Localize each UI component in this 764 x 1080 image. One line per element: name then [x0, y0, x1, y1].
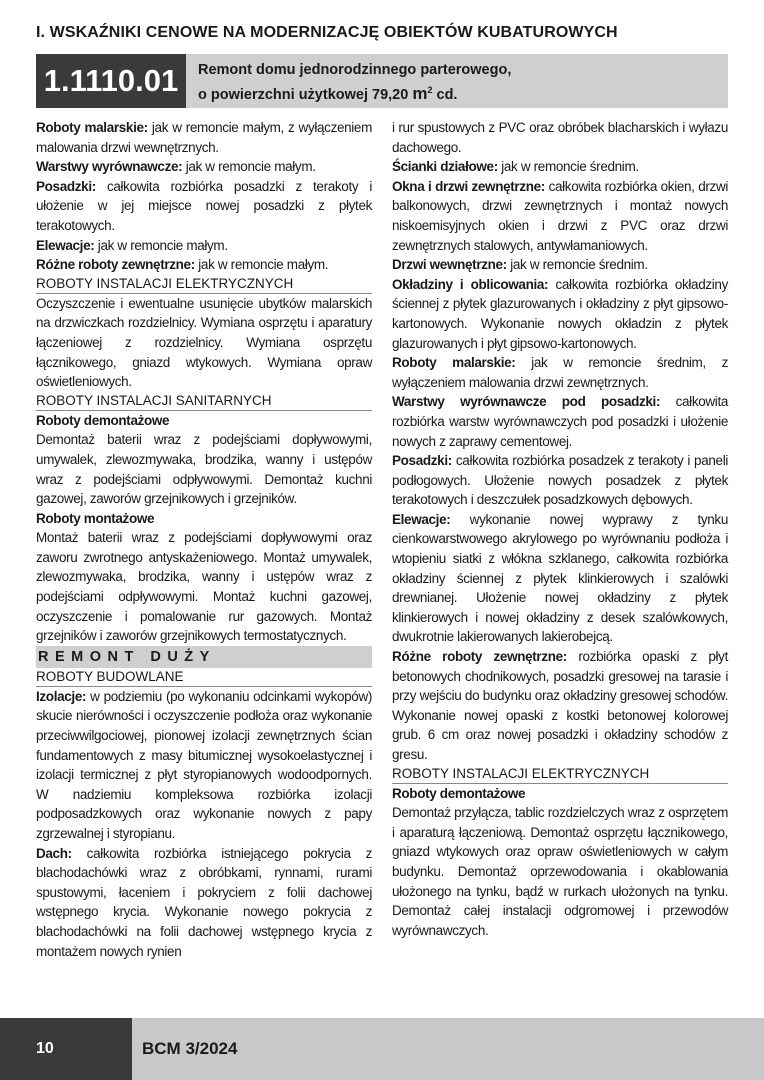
subsection-heading: ROBOTY INSTALACJI ELEKTRYCZNYCH: [392, 765, 728, 784]
cost-item-header: [36, 54, 728, 108]
item-title-line1: Remont domu jednorodzinnego parterowego,: [198, 62, 512, 78]
paragraph: Różne roboty zewnętrzne: rozbiórka opaski z płyt betonowych chodnikowych, posadzki gresowej na tarasie i przy wejściu do budynku oraz okładziny gresowej schodów. Wykonanie nowej opaski z kostki betonowej kolorowej grub. 6 cm oraz nowej posadzki i okładziny schodów z gresu.: [392, 649, 728, 762]
section-banner: REMONT DUŻY: [36, 646, 372, 668]
paragraph: Roboty malarskie: jak w remoncie średnim, z wyłączeniem malowania drzwi zewnętrznych.: [392, 355, 729, 390]
section-title: I. WSKAŹNIKI CENOWE NA MODERNIZACJĘ OBIEKTÓW KUBATUROWYCH: [36, 24, 618, 41]
journal-issue: BCM 3/2024: [142, 1039, 238, 1058]
paragraph: Drzwi wewnętrzne: jak w remoncie średnim.: [392, 257, 648, 273]
subtitle: Roboty montażowe: [36, 510, 155, 526]
paragraph: Różne roboty zewnętrzne: jak w remoncie małym.: [36, 257, 329, 273]
paragraph: Dach: całkowita rozbiórka istniejącego pokrycia z blachodachówki wraz z obróbkami, rynnami, rurami spustowymi, łaceniem i pokryciem z folii dachowej wstępnego krycia. Wykonanie nowego pokrycia z blachodachówki na folii dachowej wstępnego krycia z montażem nowych rynien: [36, 845, 372, 959]
paragraph: Posadzki: całkowita rozbiórka posadzek z terakoty i paneli podłogowych. Ułożenie nowych posadzek z płytek terakotowych i deszczułek posadzkowych dębowych.: [392, 453, 728, 508]
right-column: [392, 118, 728, 940]
footer-page-box: [0, 1018, 132, 1080]
subtitle: Roboty demontażowe: [392, 785, 526, 801]
item-code: 1.1110.01: [36, 54, 186, 108]
subsection-heading: ROBOTY BUDOWLANE: [36, 668, 372, 687]
paragraph: Demontaż przyłącza, tablic rozdzielczych wraz z osprzętem i aparaturą łączeniową. Demontaż osprzętu łącznikowego, gniazd wtykowych oraz opraw oświetleniowych w całym budynku. Demontaż oprzewodowania i okablowania ułożonego na tynku, bądź w rurkach ułożonych na tynku. Demontaż całej instalacji odgromowej i przewodów wyrównawczych.: [392, 805, 728, 938]
paragraph: Roboty malarskie: jak w remoncie małym, z wyłączeniem malowania drzwi wewnętrznych.: [36, 120, 372, 155]
paragraph: Okna i drzwi zewnętrzne: całkowita rozbiórka okien, drzwi balkonowych, drzwi zewnętrznych i montaż nowych niskoemisyjnych okien i drzwi z PVC oraz drzwi zewnętrznych stalowych, antywłamaniowych.: [392, 178, 728, 253]
paragraph: Okładziny i oblicowania: całkowita rozbiórka okładziny ściennej z płytek glazurowanych i okładziny z płyt gipsowo-kartonowych. Wykonanie nowych okładzin z płytek glazurowanych i płyt gipsowo-kartonowych.: [392, 276, 728, 351]
paragraph: Warstwy wyrównawcze: jak w remoncie małym.: [36, 159, 316, 175]
item-title-line2: o powierzchni użytkowej 79,20 $m^2$ cd.: [198, 83, 458, 103]
paragraph: Oczyszczenie i ewentualne usunięcie ubytków malarskich na drzwiczkach rozdzielnicy. Wymiana osprzętu i aparatury łączeniowej z rozdzielnicy. Wymiana osprzętu łącznikowego, gniazd wtykowych. Wymiana opraw oświetleniowych.: [36, 295, 372, 390]
paragraph: Montaż baterii wraz z podejściami dopływowymi oraz zaworu zwrotnego antyskażeniowego. Montaż umywalek, zlewozmywaka, brodzika, wanny i ustępów wraz z podejściami odpływowymi. Montaż kuchni gazowej, oczyszczenie i pomalowanie rur gazowych. Montaż grzejników i zaworów grzejnikowych termostatycznych.: [36, 530, 372, 644]
paragraph: Elewacje: jak w remoncie małym.: [36, 237, 228, 253]
page-number: 10: [36, 1040, 54, 1057]
subtitle: Roboty demontażowe: [36, 412, 170, 428]
paragraph: Ścianki działowe: jak w remoncie średnim.: [392, 159, 639, 175]
subsection-heading: ROBOTY INSTALACJI SANITARNYCH: [36, 392, 372, 411]
paragraph: Posadzki: całkowita rozbiórka posadzki z terakoty i ułożenie w jej miejsce nowej posadzki z płytek terakotowych.: [36, 178, 372, 233]
paragraph: Izolacje: w podziemiu (po wykonaniu odcinkami wykopów) skucie nierówności i oczyszczenie podłoża oraz wykonanie przeciwwilgociowej, pionowej izolacji zewnętrznych ścian fundamentowych z masy bitumicznej wysokoelastycznej i izolacji termicznej z płyt styropianowych wodoodpornych. W nadziemiu kompleksowa rozbiórka izolacji podposadzkowych oraz wykonanie nowych z papy zgrzewalnej i styropianu.: [36, 688, 372, 841]
subsection-heading: ROBOTY INSTALACJI ELEKTRYCZNYCH: [36, 275, 372, 294]
paragraph: i rur spustowych z PVC oraz obróbek blacharskich i wyłazu dachowego.: [392, 120, 728, 155]
paragraph: Warstwy wyrównawcze pod posadzki: całkowita rozbiórka warstw wyrównawczych pod posadzki i ułożenie nowych z zaprawy cementowej.: [392, 394, 729, 449]
item-title: [198, 60, 718, 105]
paragraph: Elewacje: wykonanie nowej wyprawy z tynku cienkowarstwowego akrylowego po wyrównaniu podłoża i wtopieniu siatki z włókna szklanego, całkowita rozbiórka okładziny ściennej z płytek klinkierowych i szalówki drewnianej. Ułożenie nowej okładziny z płytek klinkierowych i nowej okładziny z desek szalówkowych, dwukrotnie lakierowanych lakierobejcą.: [392, 511, 728, 645]
left-column: [36, 118, 372, 961]
paragraph: Demontaż baterii wraz z podejściami dopływowymi, umywalek, zlewozmywaka, brodzika, wanny i ustępów wraz z podejściami odpływowymi. Demontaż kuchni gazowej, zaworów grzejnikowych i grzejników.: [36, 432, 372, 507]
